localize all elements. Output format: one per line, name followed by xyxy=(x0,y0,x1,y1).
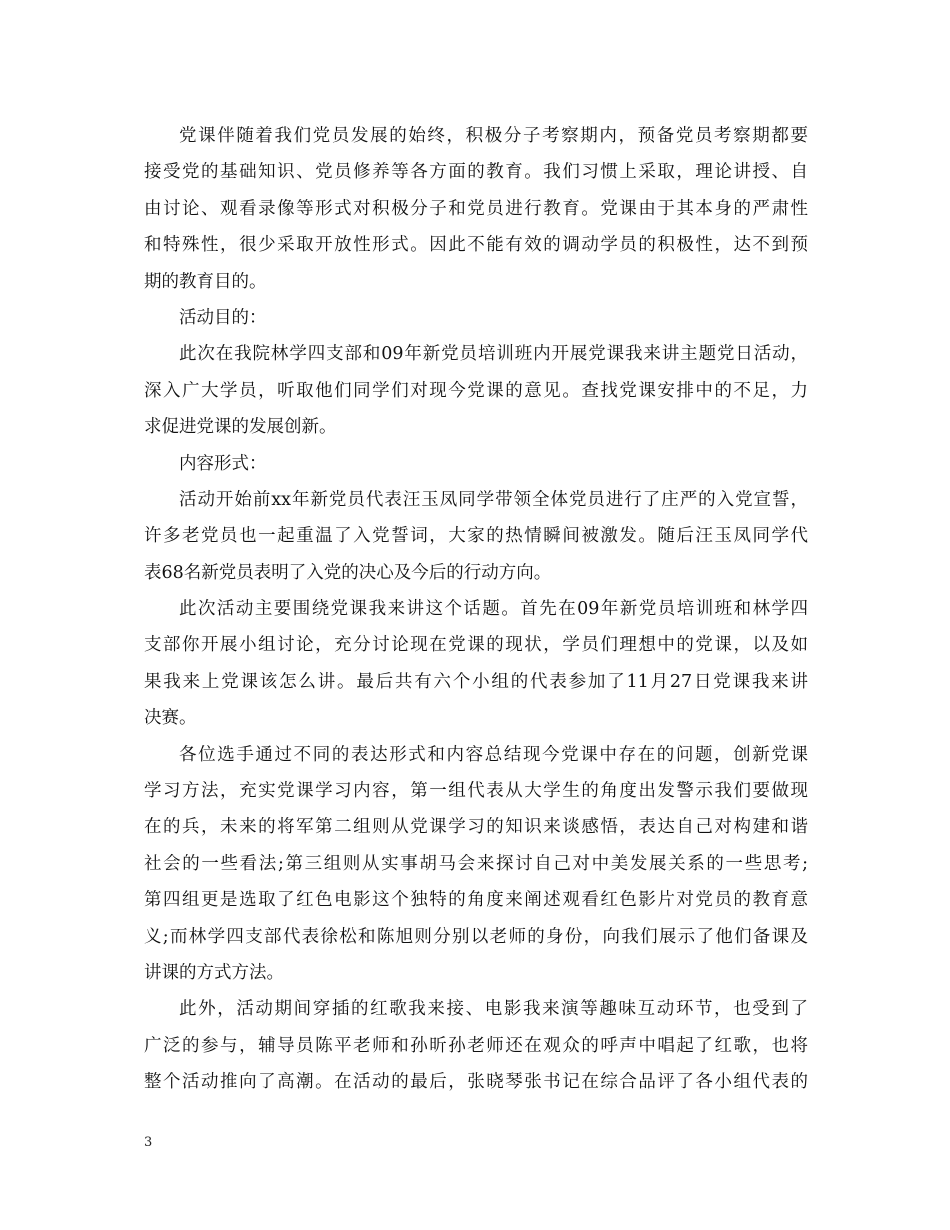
text-line: 求促进党课的发展创新。 xyxy=(144,417,337,438)
text-line: 各位选手通过不同的表达形式和内容总结现今党课中存在的问题，创新党课 xyxy=(179,744,808,765)
text-line: 在的兵，未来的将军第二组则从党课学习的知识来谈感悟，表达自己对构建和谐 xyxy=(144,817,808,838)
text-line: 许多老党员也一起重温了入党誓词，大家的热情瞬间被激发。随后汪玉凤同学代 xyxy=(144,526,808,547)
paragraph-contestants xyxy=(144,737,808,992)
text-line: 义;而林学四支部代表徐松和陈旭则分别以老师的身份，向我们展示了他们备课及 xyxy=(144,926,808,947)
heading-activity-purpose xyxy=(144,300,808,336)
text-line: 深入广大学员，听取他们同学们对现今党课的意见。查找党课安排中的不足，力 xyxy=(144,380,808,401)
paragraph-discussion xyxy=(144,591,808,737)
text-line: 活动开始前xx年新党员代表汪玉凤同学带领全体党员进行了庄严的入党宣誓， xyxy=(179,489,808,510)
text-line: 接受党的基础知识、党员修养等各方面的教育。我们习惯上采取，理论讲授、自 xyxy=(144,162,808,183)
text-line: 此次在我院林学四支部和09年新党员培训班内开展党课我来讲主题党日活动， xyxy=(179,344,808,365)
text-line: 第四组更是选取了红色电影这个独特的角度来阐述观看红色影片对党员的教育意 xyxy=(144,890,808,911)
text-line: 此外，活动期间穿插的红歌我来接、电影我来演等趣味互动环节，也受到了 xyxy=(179,999,808,1020)
text-line: 整个活动推向了高潮。在活动的最后，张晓琴张书记在综合品评了各小组代表的 xyxy=(144,1072,808,1093)
paragraph-interaction xyxy=(144,991,808,1100)
text-line: 广泛的参与，辅导员陈平老师和孙昕孙老师还在观众的呼声中唱起了红歌，也将 xyxy=(144,1035,808,1056)
paragraph-purpose xyxy=(144,336,808,445)
document-body xyxy=(144,118,808,1101)
text-line: 支部你开展小组讨论，充分讨论现在党课的现状，学员们理想中的党课，以及如 xyxy=(144,635,808,656)
text-line: 表68名新党员表明了入党的决心及今后的行动方向。 xyxy=(144,562,552,583)
text-line: 此次活动主要围绕党课我来讲这个话题。首先在09年新党员培训班和林学四 xyxy=(179,599,808,620)
paragraph-oath xyxy=(144,482,808,591)
text-line: 党课伴随着我们党员发展的始终，积极分子考察期内，预备党员考察期都要 xyxy=(179,126,808,146)
text-line: 和特殊性，很少采取开放性形式。因此不能有效的调动学员的积极性，达不到预 xyxy=(144,235,808,256)
text-line: 内容形式： xyxy=(179,453,267,474)
text-line: 期的教育目的。 xyxy=(144,271,267,292)
text-line: 由讨论、观看录像等形式对积极分子和党员进行教育。党课由于其本身的严肃性 xyxy=(144,198,808,219)
text-line: 决赛。 xyxy=(144,708,197,729)
page-number: 3 xyxy=(144,1135,153,1150)
text-line: 学习方法，充实党课学习内容，第一组代表从大学生的角度出发警示我们要做现 xyxy=(144,781,808,802)
text-line: 社会的一些看法;第三组则从实事胡马会来探讨自己对中美发展关系的一些思考; xyxy=(144,853,808,874)
text-line: 果我来上党课该怎么讲。最后共有六个小组的代表参加了11月27日党课我来讲 xyxy=(144,671,808,692)
heading-content-form xyxy=(144,446,808,482)
text-line: 讲课的方式方法。 xyxy=(144,962,284,983)
text-line: 活动目的： xyxy=(179,307,267,328)
paragraph-intro xyxy=(144,118,808,300)
